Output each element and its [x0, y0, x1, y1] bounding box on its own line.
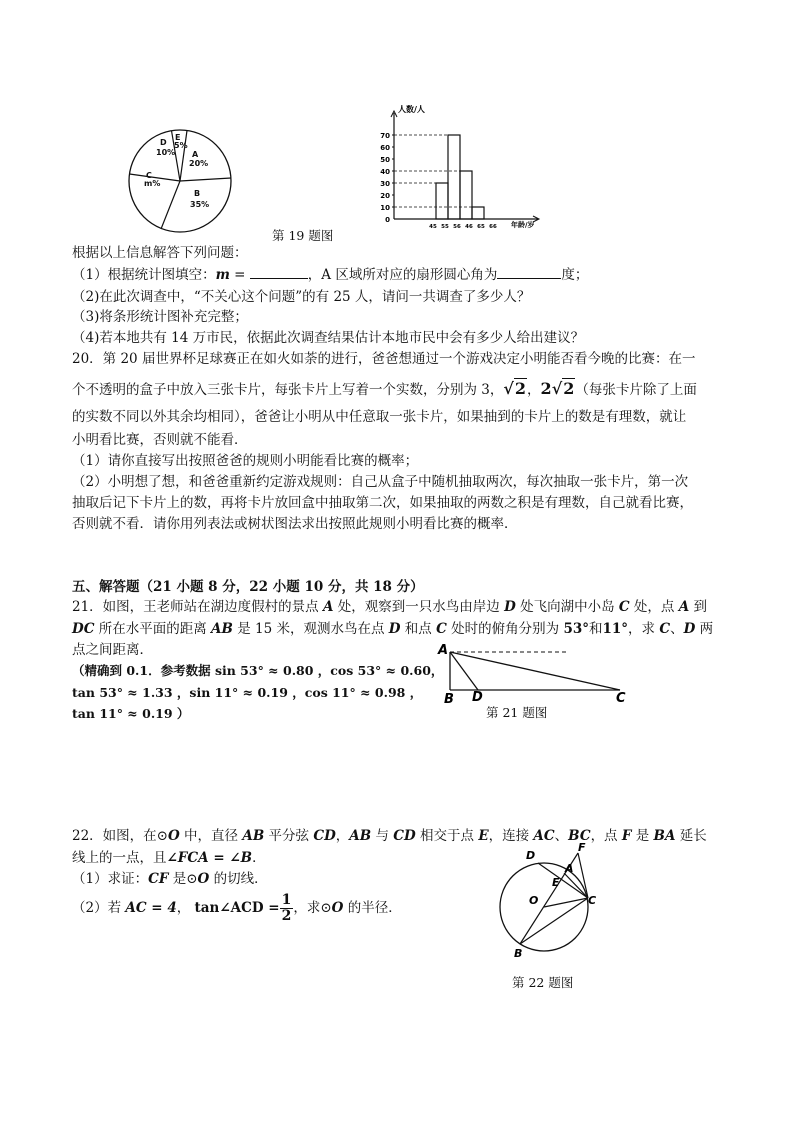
pie-label-E-name: E — [175, 133, 181, 142]
pie-label-A-name: A — [192, 150, 199, 159]
q20-line-4: 小明看比赛，否则就不能看． — [72, 432, 248, 448]
fig22-label-F: F — [578, 841, 586, 854]
q20-line-8: 否则就不看．请你用列表法或树状图法求出按照此规则小明看比赛的概率． — [72, 516, 518, 532]
q22-part-1: （1）求证：CF 是⊙O 的切线． — [72, 871, 268, 887]
fraction-one-half: $\frac{1}{2}$ — [281, 892, 292, 924]
fig21-label-A: A — [438, 643, 449, 658]
x-tick-label: 56 — [453, 224, 461, 230]
q22-part-2: （2）若 AC = 4， tan∠ACD = $\frac{1}{2}$ ，求⊙O 的半径． — [72, 892, 402, 924]
bar-chart — [370, 103, 548, 233]
fig22-label-E: E — [552, 876, 560, 889]
y-tick-label: 60 — [380, 144, 390, 152]
sqrt-2: √2 — [503, 379, 527, 398]
pie-divider — [161, 181, 180, 229]
q21-ref-1: （精确到 0.1．参考数据 sin 53° ≈ 0.80 ，cos 53° ≈ 0.60， — [72, 663, 444, 678]
bar-3 — [472, 207, 484, 219]
fig21-label-D: D — [472, 690, 483, 705]
y-tick-label: 50 — [380, 156, 390, 164]
q20-line-7: 抽取后记下卡片上的数，再将卡片放回盒中抽取第二次，如果抽取的两数之积是有理数，自己就看比赛， — [72, 495, 693, 511]
bar-0 — [436, 183, 448, 219]
y-tick-label: 10 — [380, 204, 390, 212]
pie-label-C-pct: m% — [144, 179, 161, 188]
bar-x-axis-title: 年龄/岁 — [511, 221, 535, 229]
fig22-caption: 第 22 题图 — [512, 975, 574, 990]
fig22-label-D: D — [526, 849, 536, 862]
pie-divider — [180, 131, 187, 182]
pie-label-B-pct: 35% — [190, 200, 210, 209]
q20-line-5: （1）请你直接写出按照爸爸的规则小明能看比赛的概率； — [72, 453, 419, 469]
y-tick-label: 70 — [380, 132, 390, 140]
fig22-label-A: A — [565, 862, 574, 875]
q20-line-3: 的实数不同以外其余均相同），爸爸让小明从中任意取一张卡片，如果抽到的卡片上的数是有理数，就让 — [72, 409, 687, 425]
answer-blank-m[interactable] — [250, 266, 308, 279]
fig21-label-C: C — [616, 691, 626, 706]
y-tick-label: 0 — [385, 216, 390, 224]
pie-label-A-pct: 20% — [189, 159, 209, 168]
bar-y-axis-title: 人数/人 — [398, 105, 425, 114]
fig22-label-O: O — [529, 894, 539, 907]
pie-label-E-pct: 5% — [174, 141, 188, 150]
q20-line-2: 个不透明的盒子中放入三张卡片，每张卡片上写着一个实数，分别为 3，√2，2√2（每张卡片除了上面 — [72, 379, 697, 398]
pie-label-B-name: B — [194, 189, 201, 198]
section-5-title: 五、解答题（21 小题 8 分，22 小题 10 分，共 18 分） — [72, 579, 424, 595]
fig22-label-B: B — [514, 947, 523, 960]
x-tick-label: 45 — [429, 224, 437, 230]
y-tick-label: 20 — [380, 192, 390, 200]
pie-divider — [180, 178, 231, 181]
x-tick-label: 46 — [465, 224, 473, 230]
pie-label-D-name: D — [160, 138, 167, 147]
fig21-caption: 第 21 题图 — [486, 705, 548, 720]
q21-line-3: 点之间距离． — [72, 642, 153, 658]
pie-label-D-pct: 10% — [156, 148, 176, 157]
segment-DC — [538, 863, 588, 898]
q19-item-1: （1）根据统计图填空：m = ，A 区域所对应的扇形圆心角为 度； — [72, 267, 589, 283]
q21-line-1: 21．如图，王老师站在湖边度假村的景点 A 处，观察到一只水鸟由岸边 D 处飞向湖中小岛 C 处，点 A 到 — [72, 599, 707, 615]
pie-label-C-name: C — [146, 171, 152, 180]
x-tick-label: 66 — [489, 224, 497, 230]
q21-line-2: DC 所在水平面的距离 AB 是 15 米，观测水鸟在点 D 和点 C 处时的俯角分别为 53°和11°，求 C、D 两 — [72, 621, 714, 637]
fig19-caption: 第 19 题图 — [272, 228, 334, 243]
segment-FC — [578, 853, 588, 898]
x-tick-label: 65 — [477, 224, 485, 230]
y-tick-label: 40 — [380, 168, 390, 176]
q19-item-4: （4)若本地共有 14 万市民，依据此次调查结果估计本地市民中会有多少人给出建议？ — [72, 330, 585, 346]
answer-blank-angle[interactable] — [497, 266, 561, 279]
fig22-diagram — [494, 840, 612, 962]
two-sqrt-2: 2√2 — [540, 379, 575, 398]
q20-line-6: （2）小明想了想，和爸爸重新约定游戏规则：自己从盒子中随机抽取两次，每次抽取一张卡片，第一次 — [72, 474, 689, 490]
x-tick-label: 55 — [441, 224, 449, 230]
q20-line-1: 20．第 20 届世界杯足球赛正在如火如荼的进行，爸爸想通过一个游戏决定小明能否看今晚的比赛：在一 — [72, 351, 696, 367]
q19-item-3: （3)将条形统计图补充完整； — [72, 309, 248, 325]
q19-item-2: （2)在此次调查中，“不关心这个问题”的有 25 人，请问一共调查了多少人？ — [72, 289, 531, 305]
bar-1 — [448, 135, 460, 219]
fig22-label-C: C — [588, 894, 597, 907]
bar-2 — [460, 171, 472, 219]
q22-line-1: 22．如图，在⊙O 中，直径 AB 平分弦 CD，AB 与 CD 相交于点 E，连接 AC、BC，点 F 是 BA 延长 — [72, 828, 707, 844]
q22-line-2: 线上的一点，且∠FCA = ∠B． — [72, 850, 266, 866]
q21-ref-2: tan 53° ≈ 1.33 ，sin 11° ≈ 0.19 ，cos 11° ≈ 0.98 ， — [72, 685, 423, 700]
y-tick-label: 30 — [380, 180, 390, 188]
pie-chart — [126, 128, 234, 234]
q21-ref-3: tan 11° ≈ 0.19 ） — [72, 706, 190, 721]
q19-intro: 根据以上信息解答下列问题： — [72, 245, 248, 261]
fig21-diagram — [436, 640, 636, 706]
segment-AC — [450, 652, 620, 690]
fig21-label-B: B — [444, 692, 454, 706]
